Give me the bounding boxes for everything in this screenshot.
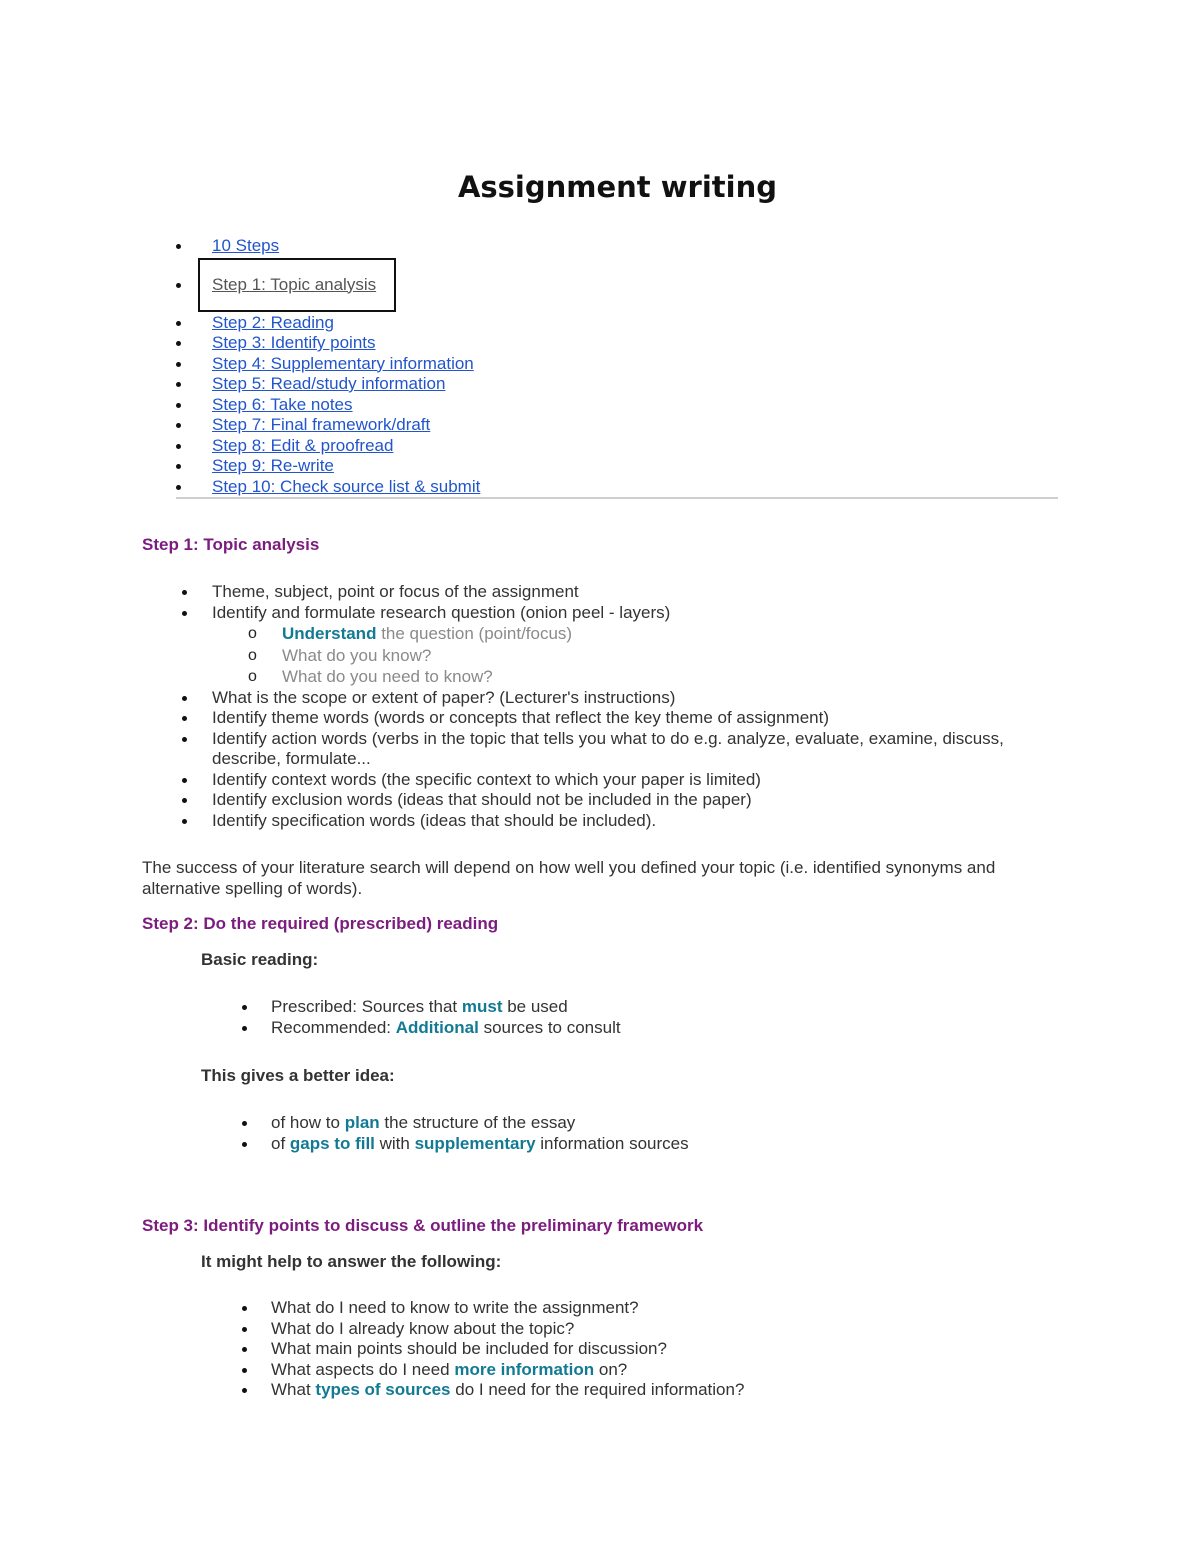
list-item <box>236 1360 1036 1381</box>
list-item-text: Identify specification words (ideas that should be included). <box>212 810 657 830</box>
list-item <box>176 790 1056 811</box>
circle-bullet-icon: o <box>248 668 257 685</box>
list-item-text: What is the scope or extent of paper? (Lecturer's instructions) <box>212 687 676 707</box>
list-item-text: What do I need to know to write the assignment? <box>271 1298 639 1317</box>
toc-item <box>170 333 1060 354</box>
bullet-icon <box>176 444 181 449</box>
step2-heading: Step 2: Do the required (prescribed) reading <box>142 914 499 933</box>
bullet-icon <box>182 778 187 783</box>
emphasis-text: types of sources <box>315 1380 451 1399</box>
bullet-icon <box>242 1388 247 1393</box>
list-item <box>236 1380 1036 1401</box>
list-item-text: What do you need to know? <box>282 667 493 686</box>
list-item-text: do I need for the required information? <box>450 1380 745 1399</box>
bullet-icon <box>182 716 187 721</box>
bullet-icon <box>242 1306 247 1311</box>
bullet-icon <box>182 819 187 824</box>
bullet-icon <box>176 321 181 326</box>
step3-heading: Step 3: Identify points to discuss & outline the preliminary framework <box>142 1216 704 1235</box>
bullet-icon <box>176 283 181 288</box>
list-item <box>176 582 1056 603</box>
step3-intro-subheading: It might help to answer the following: <box>201 1252 502 1271</box>
list-item <box>236 1298 1036 1319</box>
list-item <box>176 811 1056 832</box>
list-item <box>236 1339 1036 1360</box>
step1-summary-paragraph: The success of your literature search will depend on how well you defined your topic (i.e. identified synonyms and alternative spelling of words). <box>142 858 996 898</box>
bullet-icon <box>176 403 181 408</box>
circle-bullet-icon: o <box>248 646 257 664</box>
toc-item <box>170 456 1060 477</box>
step3-question-list <box>236 1298 1036 1401</box>
horizontal-divider <box>176 497 1058 499</box>
bullet-icon <box>242 1368 247 1373</box>
toc-item <box>170 236 1060 257</box>
bullet-icon <box>176 464 181 469</box>
toc-link-step-6[interactable]: Step 6: Take notes <box>212 394 353 414</box>
list-item-text: on? <box>594 1359 628 1379</box>
bullet-icon <box>176 341 181 346</box>
list-item-text: the question (point/focus) <box>376 624 573 643</box>
sub-list-item <box>176 645 1056 667</box>
list-item-text: Identify theme words (words or concepts that reflect the key theme of assignment) <box>212 708 830 727</box>
bullet-icon <box>242 1142 247 1147</box>
emphasis-text: gaps to fill <box>289 1133 375 1153</box>
list-item <box>236 1319 1036 1340</box>
list-item-text: Identify exclusion words (ideas that should not be included in the paper) <box>212 790 752 809</box>
toc-item <box>170 415 1060 436</box>
list-item <box>176 688 1056 709</box>
circle-bullet-icon: o <box>248 625 257 642</box>
bullet-icon <box>176 382 181 387</box>
list-item <box>176 603 1056 624</box>
bullet-icon <box>242 1121 247 1126</box>
list-item <box>176 770 1056 791</box>
toc-link-step-10[interactable]: Step 10: Check source list & submit <box>212 476 481 496</box>
list-item-text: What <box>271 1380 316 1399</box>
emphasis-text: supplementary <box>414 1133 536 1153</box>
list-item-text: Identify action words (verbs in the topic that tells you what to do e.g. analyze, evaluate, examine, discuss, <box>212 728 1004 748</box>
better-idea-subheading: This gives a better idea: <box>201 1066 395 1085</box>
list-item-text: the structure of the essay <box>379 1113 576 1132</box>
basic-reading-list <box>236 997 1036 1038</box>
bullet-icon <box>176 423 181 428</box>
bullet-icon <box>176 362 181 367</box>
emphasis-text: more information <box>454 1359 595 1379</box>
list-item-text: Theme, subject, point or focus of the assignment <box>212 582 579 601</box>
page-title: Assignment writing <box>457 170 778 204</box>
bullet-icon <box>176 485 181 490</box>
step1-heading: Step 1: Topic analysis <box>142 535 320 554</box>
emphasis-text: Understand <box>282 624 377 643</box>
list-item <box>176 729 1056 770</box>
list-item-text-continued: describe, formulate... <box>212 749 371 768</box>
toc-item <box>170 313 1060 334</box>
emphasis-text: Additional <box>395 1017 479 1037</box>
list-item <box>176 708 1056 729</box>
list-item-text: Recommended: <box>271 1017 396 1037</box>
list-item-text: What aspects do I need <box>271 1359 455 1379</box>
list-item-text: sources to consult <box>478 1017 621 1037</box>
list-item <box>236 997 1036 1018</box>
list-item-text: information sources <box>535 1133 689 1153</box>
list-item-text: Prescribed: Sources that <box>271 997 462 1016</box>
list-item-text: of <box>271 1133 290 1153</box>
list-item-text: be used <box>502 997 568 1016</box>
list-item-text: What do you know? <box>282 645 432 665</box>
toc-link-10-steps[interactable]: 10 Steps <box>212 236 280 255</box>
bullet-icon <box>182 611 187 616</box>
list-item-text: of how to <box>271 1113 345 1132</box>
bullet-icon <box>176 244 181 249</box>
bullet-icon <box>182 696 187 701</box>
list-item-text: What main points should be included for discussion? <box>271 1339 667 1358</box>
list-item <box>236 1113 1036 1134</box>
better-idea-list <box>236 1113 1036 1154</box>
bullet-icon <box>242 1327 247 1332</box>
emphasis-text: plan <box>344 1113 380 1132</box>
emphasis-text: must <box>461 997 503 1016</box>
toc-item <box>170 374 1060 395</box>
toc-link-step-4[interactable]: Step 4: Supplementary information <box>212 353 474 373</box>
toc-item <box>170 436 1060 457</box>
toc-link-step-7[interactable]: Step 7: Final framework/draft <box>212 415 431 434</box>
list-item-text: Identify context words (the specific context to which your paper is limited) <box>212 769 761 789</box>
toc-link-step-1[interactable]: Step 1: Topic analysis <box>212 274 377 294</box>
sub-list-item <box>176 623 1056 645</box>
list-item <box>236 1018 1036 1039</box>
bullet-icon <box>182 798 187 803</box>
bullet-icon <box>182 590 187 595</box>
basic-reading-subheading: Basic reading: <box>201 950 319 969</box>
list-item-text: with <box>374 1133 415 1153</box>
list-item-text: What do I already know about the topic? <box>271 1318 575 1338</box>
sub-list-item <box>176 666 1056 688</box>
toc-link-step-9[interactable]: Step 9: Re-write <box>212 456 334 475</box>
bullet-icon <box>242 1026 247 1031</box>
toc-link-step-2[interactable]: Step 2: Reading <box>212 312 334 332</box>
toc-item <box>170 354 1060 375</box>
bullet-icon <box>182 737 187 742</box>
toc-link-step-5[interactable]: Step 5: Read/study information <box>212 374 446 393</box>
toc-item <box>170 477 1060 498</box>
step1-list <box>176 582 1056 831</box>
list-item-text: Identify and formulate research question (onion peel - layers) <box>212 602 671 622</box>
list-item <box>236 1134 1036 1155</box>
current-item-highlight-box <box>198 258 396 312</box>
toc-link-step-8[interactable]: Step 8: Edit & proofread <box>212 435 394 455</box>
bullet-icon <box>242 1005 247 1010</box>
toc-link-step-3[interactable]: Step 3: Identify points <box>212 333 376 352</box>
toc-item <box>170 395 1060 416</box>
bullet-icon <box>242 1347 247 1352</box>
